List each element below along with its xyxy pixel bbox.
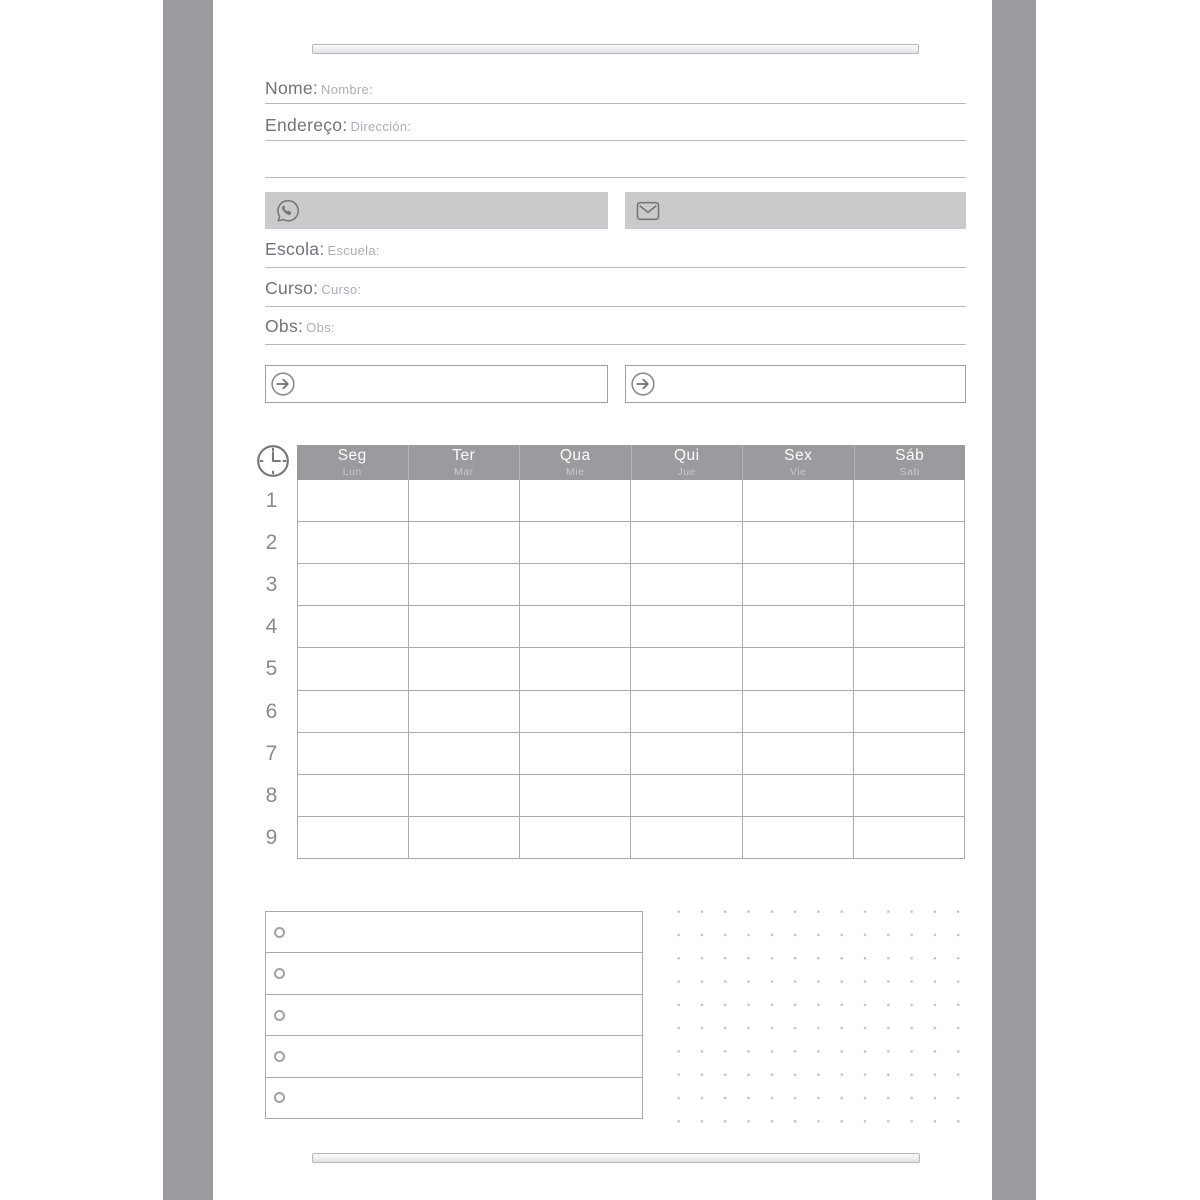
timetable-cell[interactable]: [631, 817, 742, 859]
timetable-cell[interactable]: [298, 522, 409, 564]
period-numbers: [246, 480, 297, 859]
day-label-es: Jue: [677, 465, 696, 478]
day-label-pt: Sáb: [895, 447, 925, 464]
phone-input-bar[interactable]: [265, 192, 608, 229]
timetable-cell[interactable]: [631, 606, 742, 648]
address-input-line-1[interactable]: [265, 140, 966, 141]
period-number: 7: [265, 741, 278, 765]
day-label-es: Mie: [566, 465, 585, 478]
timetable-cell[interactable]: [409, 691, 520, 733]
clock-icon: [255, 443, 291, 484]
timetable-grid: [297, 480, 965, 859]
period-number: 5: [265, 657, 278, 681]
obs-label: [265, 318, 335, 336]
course-label: [265, 280, 361, 298]
shortcut-box-1[interactable]: [265, 365, 608, 403]
timetable-cell[interactable]: [854, 480, 965, 522]
arrow-right-circle-icon: [270, 371, 296, 397]
timetable-cell[interactable]: [743, 817, 854, 859]
timetable-cell[interactable]: [298, 648, 409, 690]
day-header-2: [408, 445, 520, 480]
period-number: 8: [265, 783, 278, 807]
day-label-pt: Qua: [559, 447, 591, 464]
day-label-es: Mar: [453, 465, 474, 478]
timetable-cell[interactable]: [520, 564, 631, 606]
period-number: 3: [265, 573, 278, 597]
timetable-cell[interactable]: [743, 733, 854, 775]
punch-hole-circle-icon: [274, 1010, 285, 1021]
punch-hole-circle-icon: [274, 968, 285, 979]
timetable-cell[interactable]: [409, 817, 520, 859]
day-header-3: [519, 445, 631, 480]
timetable-cell[interactable]: [298, 691, 409, 733]
punch-hole-circle-icon: [274, 1051, 285, 1062]
timetable-cell[interactable]: [409, 775, 520, 817]
left-binding-edge: [163, 0, 213, 1200]
note-row[interactable]: [266, 912, 642, 953]
top-binding-bar: [312, 44, 919, 54]
school-input-line[interactable]: [265, 267, 966, 268]
name-input-line[interactable]: [265, 103, 966, 104]
address-label-es: Dirección:: [350, 119, 412, 134]
timetable-cell[interactable]: [298, 775, 409, 817]
day-label-pt: Qui: [673, 447, 700, 464]
day-label-pt: Seg: [337, 447, 367, 464]
punch-hole-circle-icon: [274, 1092, 285, 1103]
timetable-cell[interactable]: [854, 817, 965, 859]
timetable-cell[interactable]: [743, 775, 854, 817]
day-label-es: Vie: [790, 465, 807, 478]
timetable-cell[interactable]: [631, 691, 742, 733]
obs-label-pt: Obs:: [265, 316, 304, 336]
bottom-binding-bar: [312, 1153, 920, 1163]
period-number: 6: [265, 699, 278, 723]
timetable-cell[interactable]: [409, 564, 520, 606]
whatsapp-icon: [274, 197, 302, 225]
note-row[interactable]: [266, 953, 642, 994]
course-label-es: Curso:: [321, 282, 362, 297]
notes-list: [265, 911, 643, 1119]
timetable-cell[interactable]: [520, 817, 631, 859]
punch-hole-circle-icon: [274, 927, 285, 938]
day-header-6: [854, 445, 966, 480]
timetable-cell[interactable]: [854, 522, 965, 564]
timetable-cell[interactable]: [298, 606, 409, 648]
timetable-cell[interactable]: [409, 522, 520, 564]
school-label-pt: Escola:: [265, 239, 325, 259]
dot-grid-area[interactable]: [667, 900, 962, 1125]
right-binding-edge: [992, 0, 1036, 1200]
timetable-cell[interactable]: [854, 733, 965, 775]
timetable-cell[interactable]: [520, 775, 631, 817]
day-label-es: Sab: [899, 465, 920, 478]
obs-input-line[interactable]: [265, 344, 966, 345]
email-icon: [634, 199, 662, 223]
obs-label-es: Obs:: [306, 320, 335, 335]
school-label-es: Escuela:: [327, 243, 380, 258]
timetable-cell[interactable]: [854, 775, 965, 817]
day-label-es: Lun: [342, 465, 362, 478]
day-header-1: [297, 445, 408, 480]
timetable-cell[interactable]: [631, 775, 742, 817]
timetable-cell[interactable]: [743, 522, 854, 564]
note-row[interactable]: [266, 1078, 642, 1118]
name-label-pt: Nome:: [265, 78, 319, 98]
timetable-cell[interactable]: [854, 691, 965, 733]
name-label-es: Nombre:: [321, 82, 373, 97]
address-label-pt: Endereço:: [265, 115, 348, 135]
timetable-cell[interactable]: [409, 648, 520, 690]
timetable-cell[interactable]: [631, 648, 742, 690]
day-label-pt: Ter: [452, 447, 476, 464]
timetable-cell[interactable]: [854, 606, 965, 648]
course-label-pt: Curso:: [265, 278, 319, 298]
timetable-cell[interactable]: [854, 564, 965, 606]
period-number: 9: [265, 825, 278, 849]
timetable-cell[interactable]: [409, 480, 520, 522]
note-row[interactable]: [266, 995, 642, 1036]
timetable-cell[interactable]: [298, 564, 409, 606]
timetable-cell[interactable]: [298, 480, 409, 522]
timetable-cell[interactable]: [520, 733, 631, 775]
period-number: 2: [265, 531, 278, 555]
timetable-cell[interactable]: [520, 648, 631, 690]
address-input-line-2[interactable]: [265, 177, 966, 178]
name-label: [265, 80, 373, 98]
period-number: 4: [265, 615, 278, 639]
timetable-cell[interactable]: [520, 691, 631, 733]
note-row[interactable]: [266, 1036, 642, 1077]
timetable-cell[interactable]: [520, 480, 631, 522]
timetable-cell[interactable]: [520, 606, 631, 648]
timetable-cell[interactable]: [520, 522, 631, 564]
timetable-cell[interactable]: [631, 733, 742, 775]
period-number: 1: [265, 489, 278, 513]
day-header-4: [631, 445, 743, 480]
address-label: [265, 117, 411, 135]
timetable-cell[interactable]: [743, 691, 854, 733]
timetable-cell[interactable]: [298, 817, 409, 859]
day-header-5: [742, 445, 854, 480]
timetable-cell[interactable]: [631, 564, 742, 606]
timetable-cell[interactable]: [854, 648, 965, 690]
course-input-line[interactable]: [265, 306, 966, 307]
timetable-cell[interactable]: [409, 606, 520, 648]
timetable-cell[interactable]: [743, 648, 854, 690]
timetable-cell[interactable]: [631, 480, 742, 522]
timetable-cell[interactable]: [409, 733, 520, 775]
shortcut-box-2[interactable]: [625, 365, 966, 403]
timetable-cell[interactable]: [743, 606, 854, 648]
arrow-right-circle-icon: [630, 371, 656, 397]
email-input-bar[interactable]: [625, 192, 966, 229]
timetable-cell[interactable]: [631, 522, 742, 564]
timetable-cell[interactable]: [298, 733, 409, 775]
school-label: [265, 241, 380, 259]
day-label-pt: Sex: [784, 447, 813, 464]
timetable-cell[interactable]: [743, 480, 854, 522]
timetable-cell[interactable]: [743, 564, 854, 606]
timetable-header: [297, 445, 965, 480]
